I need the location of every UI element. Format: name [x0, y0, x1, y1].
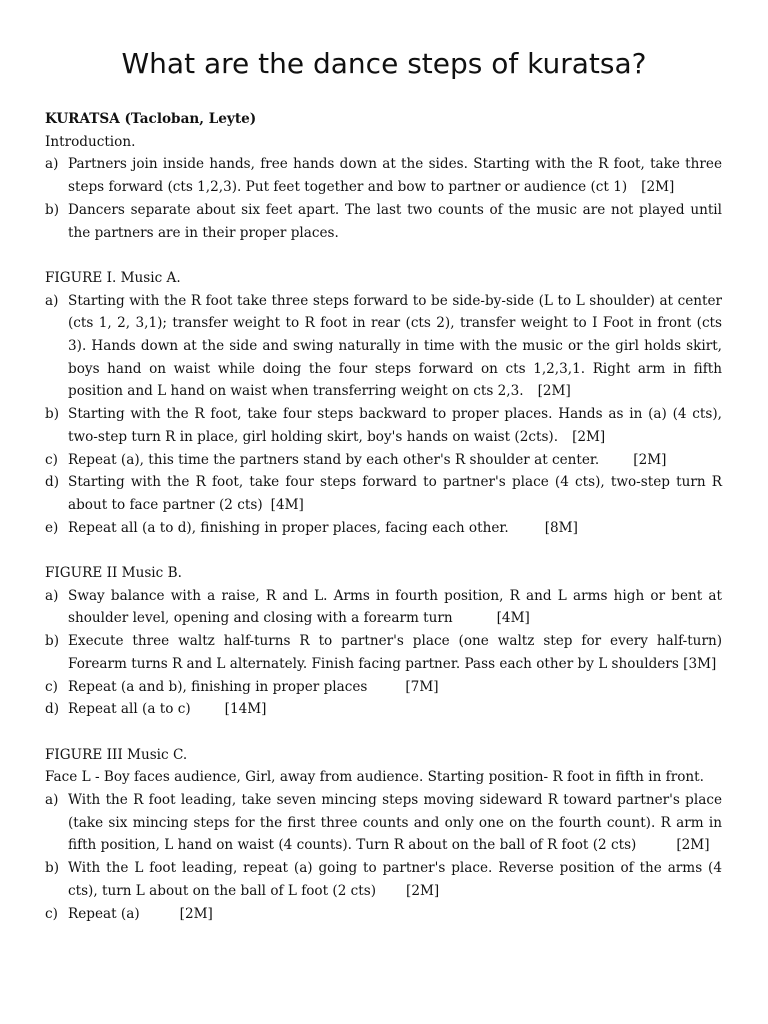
item-letter: b)	[45, 633, 60, 650]
item-letter: c)	[45, 905, 58, 922]
list-item	[45, 403, 722, 448]
section-label-figure-2: FIGURE II Music B.	[45, 565, 182, 582]
introduction-list	[45, 153, 722, 244]
item-text: Sway balance with a raise, R and L. Arms in fourth position, R and L arms high or bent at shoulder level, opening and closing with a forearm turn	[68, 587, 722, 627]
figure-3-intro: Face L - Boy faces audience, Girl, away from audience. Starting position- R foot in fifth in front.	[45, 769, 704, 786]
item-text: With the R foot leading, take seven mincing steps moving sideward R toward partner's place (take six mincing steps for the first three counts and only one on the fourth count). R arm in fifth position, L hand on waist (4 counts). Turn R about on the ball of R foot (2 cts)	[68, 792, 722, 854]
list-item	[45, 698, 722, 721]
list-item	[45, 676, 722, 699]
item-text: Partners join inside hands, free hands down at the sides. Starting with the R foot, take three steps forward (cts 1,2,3). Put feet together and bow to partner or audience (ct 1)	[68, 156, 722, 196]
list-item	[45, 153, 722, 198]
section-label-figure-3: FIGURE III Music C.	[45, 746, 188, 763]
item-marks: [4M]	[496, 610, 530, 627]
item-marks: [3M]	[683, 655, 717, 672]
item-marks: [2M]	[633, 451, 667, 468]
item-letter: a)	[45, 156, 59, 173]
figure-3-list	[45, 789, 722, 925]
dance-heading: KURATSA (Tacloban, Leyte)	[45, 111, 257, 127]
list-item	[45, 585, 722, 630]
list-item	[45, 903, 722, 926]
item-letter: b)	[45, 406, 60, 423]
item-letter: d)	[45, 474, 60, 491]
item-marks: [4M]	[270, 496, 304, 513]
item-marks: [2M]	[406, 882, 440, 899]
section-label-figure-1: FIGURE I. Music A.	[45, 269, 181, 286]
item-text: Repeat (a), this time the partners stand by each other's R shoulder at center.	[68, 451, 600, 468]
item-text: Starting with the R foot, take four steps forward to partner's place (4 cts), two-step turn R about to face partner (2 cts)	[68, 474, 722, 513]
item-letter: b)	[45, 860, 60, 877]
spacer	[45, 721, 722, 744]
item-text: Repeat all (a to c)	[68, 701, 191, 718]
list-item	[45, 471, 722, 516]
item-text: Repeat all (a to d), finishing in proper places, facing each other.	[68, 519, 509, 536]
spacer	[45, 539, 722, 562]
item-marks: [7M]	[405, 678, 439, 695]
item-text: Starting with the R foot, take four steps backward to proper places. Hands as in (a) (4 cts), two-step turn R in place, girl holding skirt, boy's hands on waist (2cts).	[68, 406, 722, 445]
item-text: Dancers separate about six feet apart. The last two counts of the music are not played until the partners are in their proper places.	[68, 201, 722, 241]
list-item	[45, 789, 722, 857]
item-marks: [2M]	[179, 905, 213, 922]
item-text: Repeat (a and b), finishing in proper places	[68, 678, 368, 695]
item-marks: [2M]	[641, 179, 675, 196]
item-text: Repeat (a)	[68, 905, 140, 922]
list-item	[45, 199, 722, 244]
list-item	[45, 449, 722, 472]
item-marks: [2M]	[676, 837, 710, 854]
item-marks: [14M]	[224, 701, 267, 718]
item-letter: e)	[45, 519, 59, 536]
item-letter: b)	[45, 201, 60, 218]
list-item	[45, 857, 722, 902]
item-marks: [2M]	[537, 383, 571, 400]
item-letter: c)	[45, 678, 58, 695]
item-marks: [2M]	[572, 428, 606, 445]
list-item	[45, 290, 722, 404]
spacer	[45, 244, 722, 267]
item-letter: a)	[45, 587, 59, 604]
item-text: Execute three waltz half-turns R to partner's place (one waltz step for every half-turn) Forearm turns R and L alternately. Finish facing partner. Pass each other by L shoulders	[68, 633, 722, 672]
item-letter: a)	[45, 292, 59, 309]
page-title: What are the dance steps of kuratsa?	[121, 47, 647, 80]
item-letter: c)	[45, 451, 58, 468]
list-item	[45, 630, 722, 675]
section-label-introduction: Introduction.	[45, 133, 136, 150]
item-text: Starting with the R foot take three steps forward to be side-by-side (L to L shoulder) at center (cts 1, 2, 3,1); transfer weight to R foot in rear (cts 2), transfer weight to I Foot in front (cts 3). Hands down at the side and swing naturally in time with the music or the girl holds skirt, boys hand on waist while doing the four steps forward on cts 1,2,3,1. Right arm in fifth position and L hand on waist when transferring weight on cts 2,3.	[68, 292, 722, 400]
document-body	[45, 108, 722, 925]
item-letter: d)	[45, 701, 60, 718]
figure-2-list	[45, 585, 722, 721]
list-item	[45, 517, 722, 540]
item-letter: a)	[45, 792, 59, 809]
item-text: With the L foot leading, repeat (a) going to partner's place. Reverse position of the arms (4 cts), turn L about on the ball of L foot (2 cts)	[68, 860, 722, 899]
figure-1-list	[45, 290, 722, 540]
item-marks: [8M]	[544, 519, 578, 536]
